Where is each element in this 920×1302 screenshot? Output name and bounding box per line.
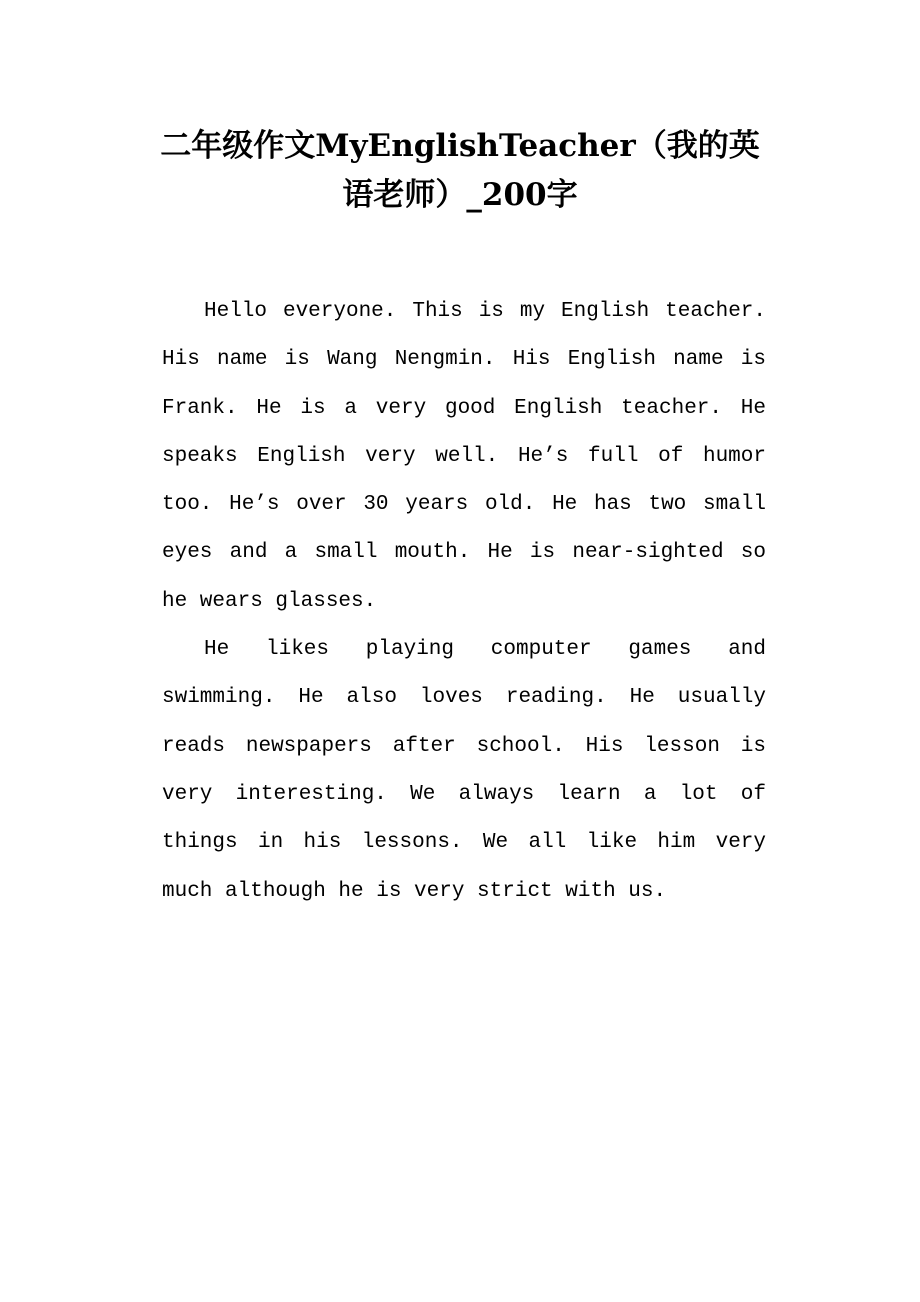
- paragraph: Hello everyone. This is my English teacher. His name is Wang Nengmin. His English name is Frank. He is a very good English teacher. He speaks English very well. He’s full of humor too. He’s over 30 years old. He has two small eyes and a small mouth. He is near-sighted so he wears glasses.: [162, 300, 766, 613]
- document-body: [162, 288, 766, 916]
- paragraph: He likes playing computer games and swimming. He also loves reading. He usually reads newspapers after school. His lesson is very interesting. We always learn a lot of things in his lessons. We all like him very much although he is very strict with us.: [162, 638, 766, 903]
- document-title: 二年级作文MyEnglishTeacher（我的英语老师）_200字: [160, 128, 760, 213]
